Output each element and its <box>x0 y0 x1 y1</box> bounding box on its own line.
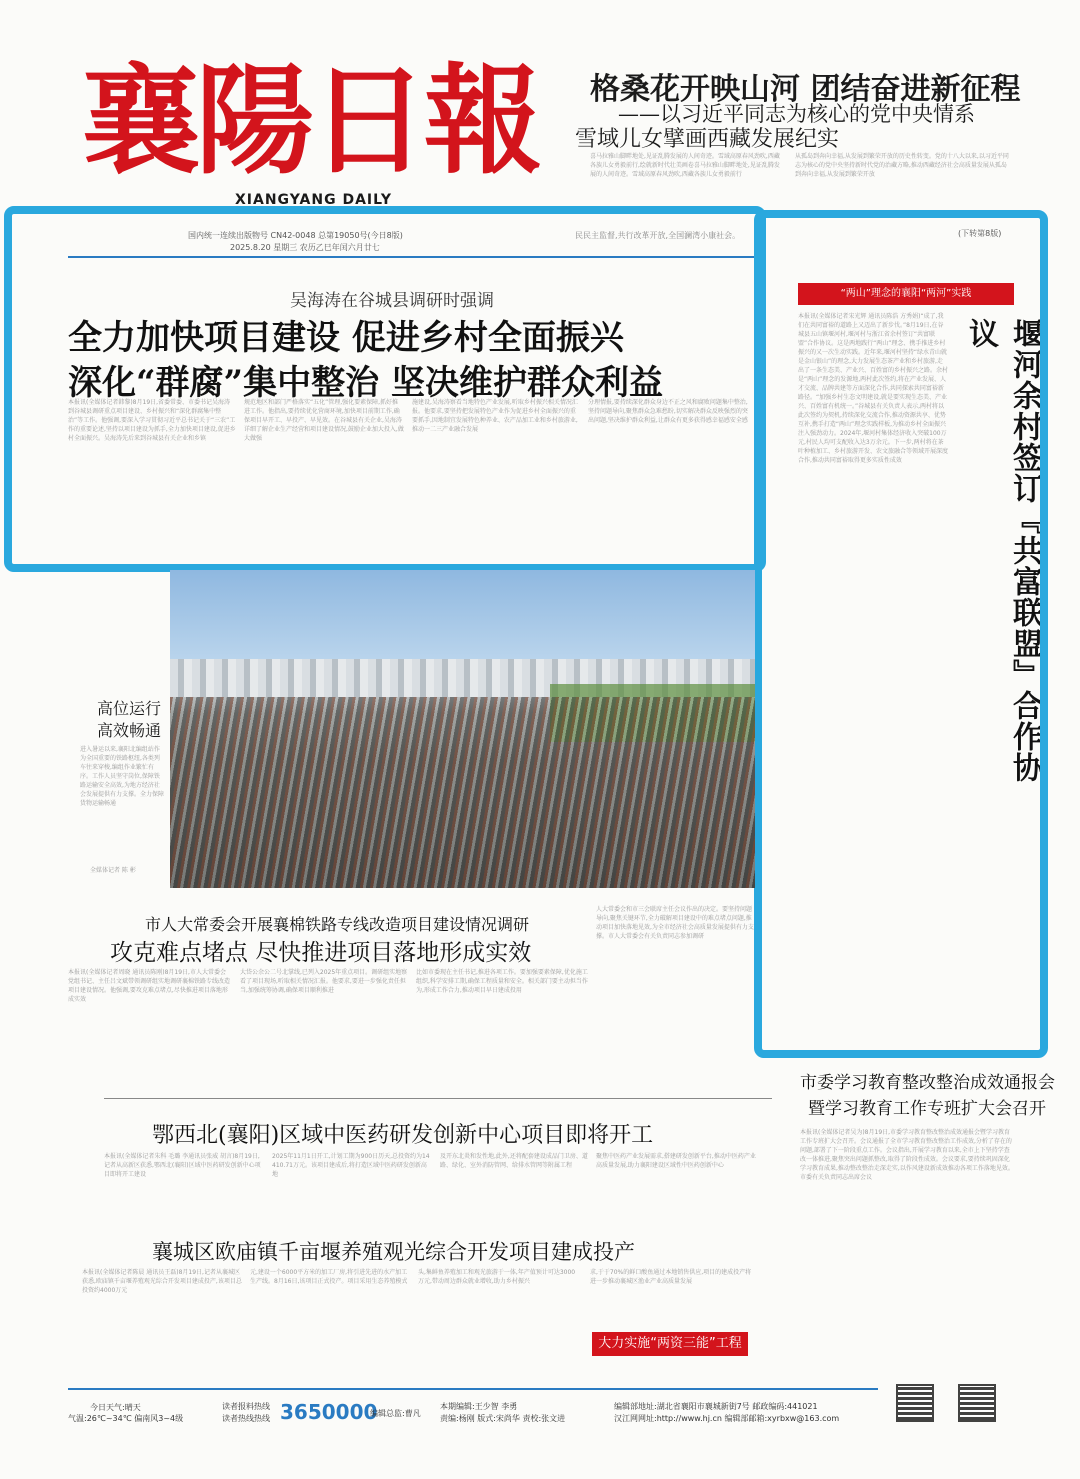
story2-kicker: 市人大常委会开展襄棉铁路专线改造项目建设情况调研 <box>145 915 530 934</box>
top-story-title: 格桑花开映山河 团结奋进新征程 <box>590 72 1021 107</box>
footer-hotline-label-2: 读者热线热线 <box>222 1414 270 1423</box>
footer-temperature: 气温:26℃~34℃ 偏南风3~4级 <box>68 1414 184 1423</box>
photo-credit: 全媒体记者 陈 彬 <box>90 867 136 874</box>
footer-weather: 今日天气:晴天 <box>90 1403 141 1412</box>
photo-caption-title-2: 高效畅通 <box>97 721 162 740</box>
story2-body-col-3 <box>416 968 588 1076</box>
story5-body-col-2 <box>250 1268 410 1358</box>
footer-address: 编辑部地址:湖北省襄阳市襄城新街7号 邮政编码:441021 <box>614 1402 818 1411</box>
story2-body-col-4 <box>596 905 754 1075</box>
top-story-body-right <box>795 152 1010 210</box>
footer-website: 汉江网网址:http://www.hj.cn 编辑部邮箱:xyrbxw@163.com <box>614 1414 840 1423</box>
story2-body-col-1 <box>68 968 230 1076</box>
lead-headline-1: 全力加快项目建设 促进乡村全面振兴 <box>68 318 624 358</box>
footer-hotline-number: 3650000 <box>280 1400 378 1424</box>
story5-body-col-4 <box>590 1268 755 1322</box>
story5-headline: 襄城区欧庙镇千亩堰养殖观光综合开发项目建成投产 <box>152 1240 635 1264</box>
story3-headline-2: 暨学习教育工作专班扩大会召开 <box>808 1099 1046 1119</box>
story4-headline: 鄂西北(襄阳)区域中医药研发创新中心项目即将开工 <box>152 1123 654 1148</box>
photo-rail-tracks <box>170 697 755 888</box>
footer-rule <box>68 1388 878 1390</box>
footer-editors-2: 责编:杨刚 版式:宋尚华 责校:张文进 <box>440 1414 566 1423</box>
lead-headline-2: 深化“群腐”集中整治 坚决维护群众利益 <box>68 363 663 403</box>
story3-headline: 市委学习教育整改整治成效通报会 <box>800 1073 1055 1093</box>
story4-body-col-2 <box>272 1152 432 1216</box>
masthead-english: XIANGYANG DAILY <box>235 192 392 208</box>
story2-headline: 攻克难点堵点 尽快推进项目落地形成实效 <box>110 940 532 966</box>
photo-caption-title-1: 高位运行 <box>97 699 162 718</box>
story4-rule <box>104 1098 772 1099</box>
top-story-body-left <box>590 152 780 210</box>
lead-kicker: 吴海涛在谷城县调研时强调 <box>290 291 494 311</box>
top-story-subtitle-2: 雪域儿女擘画西藏发展纪实 <box>575 127 840 152</box>
footer-hotline-label: 读者报料热线 <box>222 1402 270 1411</box>
highlight-frame-side <box>754 210 1048 1058</box>
story5-body-col-3 <box>418 1268 578 1358</box>
side-story-title: 堰河余村签订『共富联盟』合作协议 <box>963 318 1042 783</box>
top-story-subtitle: ——以习近平同志为核心的党中央情系 <box>618 102 975 126</box>
footer-editor-chief: 编辑总监:曹凡 <box>370 1409 421 1418</box>
issue-date: 2025.8.20 星期三 农历乙巳年闰六月廿七 <box>230 243 380 252</box>
story2-body-col-2 <box>240 968 408 1076</box>
story4-body-col-3 <box>440 1152 590 1216</box>
qr-code-2 <box>958 1384 996 1422</box>
story5-tag: 大力实施“两资三能”工程 <box>592 1332 748 1356</box>
railway-photo <box>170 570 755 888</box>
qr-code-1 <box>896 1384 934 1422</box>
footer-editors: 本期编辑:王少智 李勇 <box>440 1402 518 1411</box>
issue-number: 国内统一连续出版物号 CN42-0048 总第19050号(今日8版) <box>188 231 403 240</box>
highlight-frame-lead <box>4 206 766 572</box>
masthead-logo: 襄陽日報 <box>82 51 539 190</box>
story3-body <box>800 1128 1015 1368</box>
story5-body-col-1 <box>82 1268 242 1358</box>
photo-caption-body <box>80 745 164 865</box>
story4-body-col-1 <box>104 1152 264 1216</box>
side-story-banner: “两山”理念的襄阳“两河”实践 <box>798 283 1014 305</box>
continued-to-page: (下转第8版) <box>958 229 1002 238</box>
issue-continued: 民民主监督,共行改革开放,全国澜湾小康社会。 <box>575 231 741 240</box>
story4-body-col-4 <box>596 1152 756 1216</box>
